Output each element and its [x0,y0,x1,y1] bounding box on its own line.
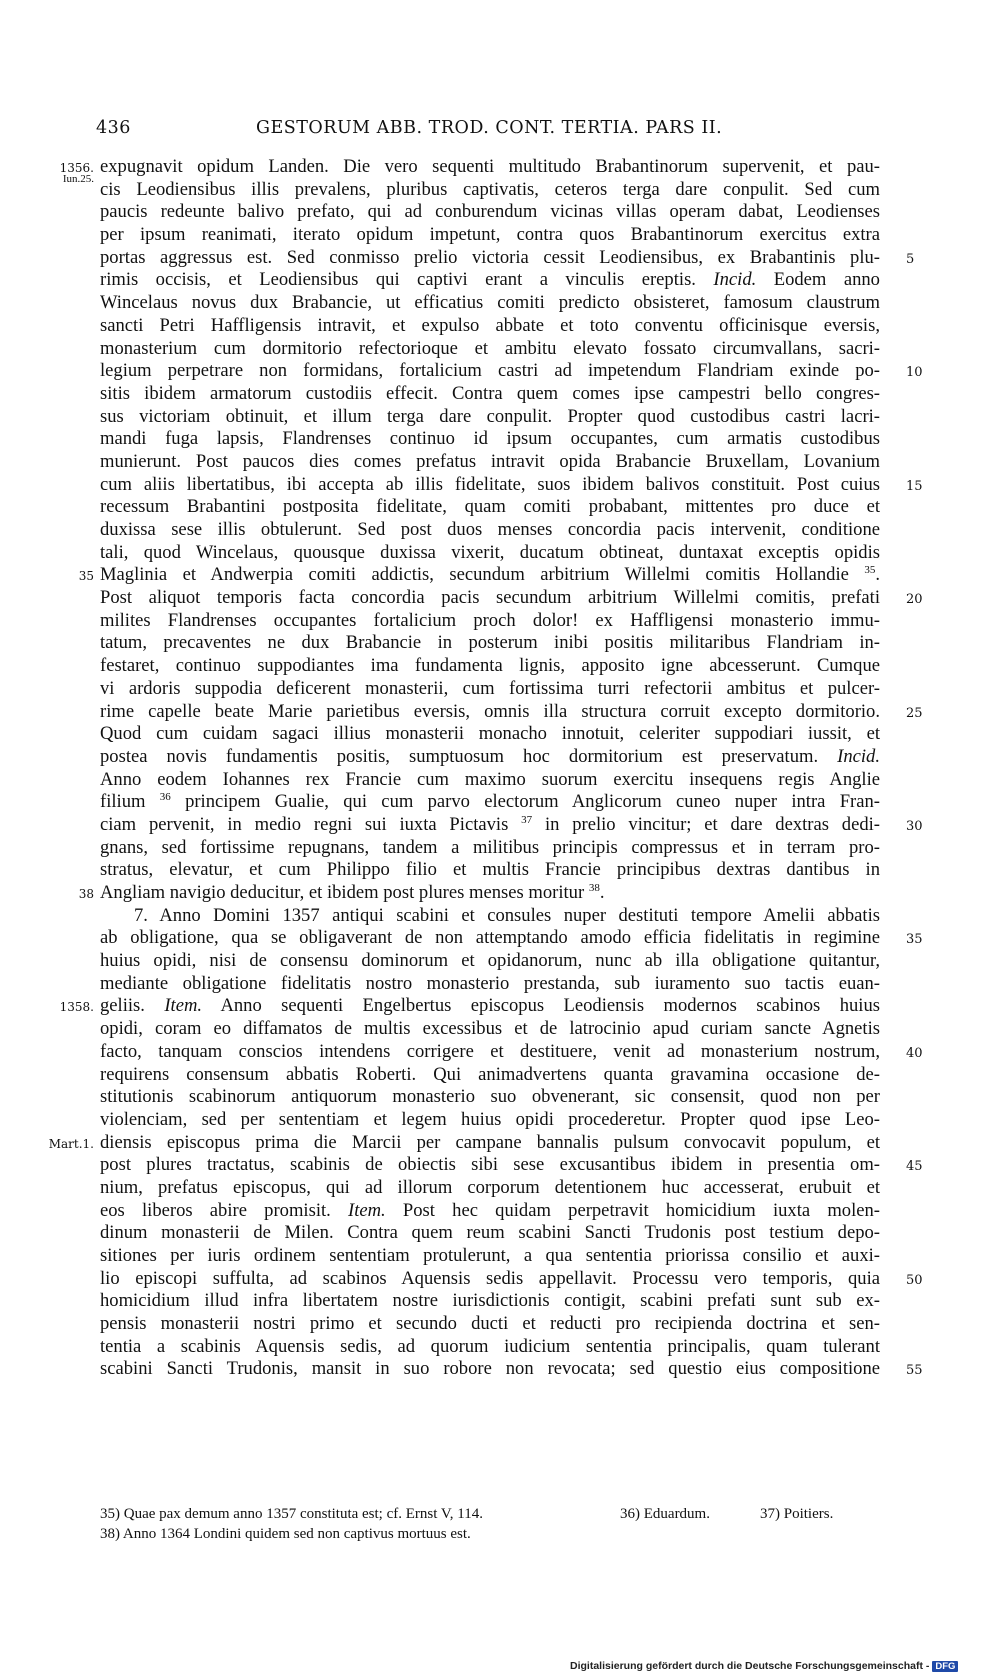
dfg-logo: DFG [932,1661,958,1672]
text-line [100,496,880,519]
text-line [48,1131,880,1155]
line-text: 7. Anno Domini 1357 antiqui scabini et consules nuper destituti tempore Amelii abbatis [134,904,880,926]
text-line [100,678,880,701]
text-line [100,905,880,928]
line-text: vi ardoris suppodia deficerent monasterii, cum fortissima turri refectorii ambitus et pulcer- [100,677,880,699]
text-line [100,473,923,497]
line-text-cont: . [599,882,605,903]
line-text: festaret, continuo suppodiantes ima fundamenta lignis, apposito igne abcesserunt. Cumque [100,655,880,677]
text-line [100,700,923,724]
text-line [100,1222,880,1245]
line-number: 45 [906,1159,923,1175]
page-header [96,118,736,144]
line-text: recessum Brabantini postposita fidelitate, quam comiti probabant, mittentes pro duce et [100,496,880,518]
line-text: munierunt. Post paucos dies comes prefatus intravit opida Brabancie Bruxellam, Lovanium [100,450,880,472]
line-text: Angliam navigio deducitur, et ibidem post plures menses moritur [100,882,585,903]
line-text: mediante obligatione fidelitatis nostro monasterio prestanda, sub iuramento suo tactis euan- [100,972,880,994]
left-margin-note: Mart.1. [48,1136,94,1151]
line-text: stratus, elevatur, et cum Philippo filio et multis Francie principibus dextras dantibus in [100,859,880,881]
line-text: tatum, precaventes ne dux Brabancie in posterum inibi positis militaribus Flandriam in- [100,632,880,654]
text-line [100,655,880,678]
line-text: Wincelaus novus dux Brabancie, ut efficatius comiti predicto obsisteret, famosum claustrum [100,292,880,314]
line-text: portas aggressus est. Sed conmisso prelio victoria cessit Leodiensibus, ex Brabantinis plu- [100,246,880,268]
line-text: homicidium illud infra libertatem nostre iurisdictionis contigit, scabini prefati sunt sub ex- [100,1290,880,1312]
line-number: 20 [906,592,923,608]
line-text: sitis ibidem armatorum custodiis effecit. Contra quem comes ipse campestri bello congres- [100,382,880,404]
text-line [100,769,880,792]
line-text: cum aliis libertatibus, ibi accepta ab illis fidelitate, suos ibidem balivos constituit. Post cuius [100,473,880,495]
line-italic: Item. [348,1199,386,1221]
text-line [100,1064,880,1087]
line-text-cont: in prelio vincitur; et dare dextras dedi- [532,813,880,835]
footnote-35: 35) Quae pax demum anno 1357 constituta est; cf. Ernst V, 114. [100,1506,483,1522]
line-text: cis Leodiensibus illis prevalens, pluribus captivatis, ceteros terga dare conpulit. Sed cum [100,178,880,200]
text-line [100,519,880,542]
text-line [100,973,880,996]
text-line [100,837,880,860]
line-text: duxissa sese illis obtulerunt. Sed post duos menses concordia pacis intervenit, conditione [100,519,880,540]
line-text: facto, tanquam conscios intendens corrigere et destituere, venit ad monasterium nostrum, [100,1040,880,1062]
line-number: 5 [906,251,915,267]
line-text-cont: Eodem anno [773,269,880,291]
left-margin-note: 35 [78,569,94,584]
line-text: pensis monasterii nostri primo et secundo ducti et reducti pro recipienda doctrina et sen- [100,1313,880,1335]
footnotes [100,1504,880,1544]
footnote-36: 36) Eduardum. [620,1506,710,1522]
line-text-cont: principem Gualie, qui cum parvo electorum Anglicorum cuneo nuper intra Fran- [170,791,880,813]
text-line [100,791,880,814]
text-line [100,1154,923,1177]
line-text: Maglinia et Andwerpia comiti addictis, secundum arbitrium Willelmi comitis Hollandie [100,564,849,586]
line-text: Quod cum cuidam sagaci illius monasterii monacho innotuit, celeriter suppodiari iussit, et [100,723,880,745]
line-text: per ipsum reanimati, iterato opidum impetunt, contra quos Brabantinorum exercitus extra [100,224,880,246]
line-text: lio episcopi suffulta, ad scabinos Aquensis sedis appellavit. Processu vero temporis, quia [100,1267,880,1289]
text-line [100,201,880,224]
line-number: 15 [906,478,923,494]
line-text: tentia a scabinis Aquensis sedis, ad quorum iudicium sententia principalis, quam tulerant [100,1335,880,1357]
line-number: 55 [906,1363,923,1379]
footnote-38: 38) Anno 1364 Londini quidem sed non captivus mortuus est. [100,1526,471,1542]
line-text: violenciam, sed per sententiam et legem huius opidi procederetur. Propter quod ipse Leo- [100,1108,880,1130]
footnote-ref: 38 [588,881,600,894]
line-text: tali, quod Wincelaus, quousque duxissa vixerit, ducatum obtineat, duntaxat exceptis opidis [100,541,880,563]
text-line [78,881,880,905]
line-text: stitutionis scabinorum antiquorum monasterio suo obvenerant, sic consensit, quod non per [100,1086,880,1108]
line-number: 35 [906,932,923,948]
text-line [100,360,923,383]
text-line [100,927,923,950]
line-number: 25 [906,705,923,721]
credit-text: Digitalisierung gefördert durch die Deutsche Forschungsgemeinschaft - [570,1660,930,1672]
text-line [100,1290,880,1313]
line-text: diensis episcopus prima die Marcii per campane bannalis pulsum convocavit populum, et [100,1131,880,1153]
line-text: legium perpetrare non formidans, fortalicium castri ad impetendum Flandriam exinde po- [100,360,880,382]
footnote-ref: 35 [864,564,876,577]
text-line [100,1040,923,1064]
footnote-ref: 36 [159,791,171,804]
line-italic: Incid. [837,745,880,767]
page-number: 436 [96,118,131,138]
text-line [100,723,880,746]
text-line [100,292,880,315]
line-text: scabini Sancti Trudonis, mansit in suo robore non revocata; sed questio eius compositione [100,1358,880,1380]
line-text: postea novis fundamentis positis, sumptuosum hoc dormitorium est preservatum. [100,745,819,767]
line-text: paucis redeunte balivo prefato, qui ad conburendum vicinas villas operam dabat, Leodienses [100,201,880,223]
text-line [100,406,880,429]
text-line [100,246,915,270]
line-number: 40 [906,1045,923,1061]
footnote-ref: 37 [521,813,533,826]
text-line [100,428,880,451]
line-text: eos liberos abire promisit. [100,1199,331,1221]
digitization-credit [570,1660,958,1672]
line-text: filium [100,791,146,813]
text-line [100,1018,880,1041]
line-number: 30 [906,818,923,834]
text-line [100,224,880,247]
line-text: nium, prefatus episcopus, qui ad illorum corporum detentionem huc accesserat, erubuit et [100,1176,880,1198]
text-line [100,315,880,338]
text-line [100,269,880,292]
line-text-cont: . [875,564,881,586]
line-text: ab obligatione, qua se obligaverant de non attemptando amodo efficia fidelitatis in regimine [100,927,880,949]
line-text: Post aliquot temporis facta concordia pacis secundum arbitrium Willelmi comitis, prefati [100,587,880,609]
line-text: sancti Petri Haffligensis intravit, et expulso abbate et toto conventu officinisque eversis, [100,314,880,336]
line-text: ciam pervenit, in medio regni sui iuxta Pictavis [100,813,509,835]
text-line [100,1313,880,1336]
line-number: 10 [906,365,923,381]
text-line [100,1109,880,1132]
line-text: sitiones per iuris ordinem sententiam protulerunt, a qua sententia priorissa consilio et auxi- [100,1245,880,1266]
text-line [100,179,880,202]
line-italic: Item. [164,995,203,1017]
line-text: expugnavit opidum Landen. Die vero sequenti multitudo Brabantinorum supervenit, et pau- [100,156,880,177]
line-text: huius opidi, nisi de consensu dominorum et opidanorum, nunc ab illa obligatione quitantur, [100,950,880,972]
line-text: dinum monasterii de Milen. Contra quem reum scabini Sancti Trudonis post testium depo- [100,1222,880,1244]
text-line [100,632,880,655]
text-line [59,995,880,1018]
line-text: gnans, sed fortissime repugnans, tandem a militibus principis compressus et in terram pro- [100,836,880,858]
text-line [100,746,880,769]
text-line [100,610,880,633]
line-text: rime capelle beate Marie parietibus eversis, omnis illa structura corruit excepto dormitorio. [100,700,880,722]
line-text: opidi, coram eo diffamatos de multis excessibus et de latrocinio apud curiam sancte Agnetis [100,1018,880,1040]
line-text: post plures tractatus, scabinis de obiectis sibi sese excusantibus ibidem in presentia om- [100,1154,880,1176]
left-margin-note: 38 [78,887,94,901]
text-line [78,564,881,587]
footnote-line [100,1524,880,1544]
line-text: monasterium cum dormitorio refectorioque et ambitu elevato fossato circumvallans, sacri- [100,337,880,359]
line-text: geliis. [100,995,145,1017]
text-line [100,1086,880,1109]
text-line [100,1200,880,1223]
main-text [48,156,923,1381]
text-line [100,542,880,565]
line-text: rimis occisis, et Leodiensibus qui captivi erant a vinculis ereptis. [100,269,696,291]
text-line [100,813,923,837]
footnote-37: 37) Poitiers. [760,1506,834,1522]
line-text: requirens consensum abbatis Roberti. Qui animadvertens quanta gravamina occasione de- [100,1063,880,1085]
text-line [100,451,880,474]
line-text: milites Flandrenses occupantes fortalicium proch dolor! ex Haffligensi monasterio immu- [100,609,880,631]
line-italic: Incid. [713,269,757,291]
text-line [100,859,880,882]
text-line [100,338,880,361]
left-margin-note: 1356. [59,161,94,175]
text-line [100,950,880,973]
footnote-line [100,1504,880,1524]
text-line [100,587,923,610]
text-line [100,1177,880,1200]
text-line [100,1358,923,1381]
text-line [100,383,880,406]
running-title: GESTORUM ABB. TROD. CONT. TERTIA. PARS II. [256,118,723,138]
line-text: mandi fuga lapsis, Flandrenses continuo id ipsum occupantes, cum armatis custodibus [100,428,880,450]
text-line [59,156,880,185]
line-text-cont: Anno sequenti Engelbertus episcopus Leodiensis modernos scabinos huius [220,995,880,1017]
line-text-cont: Post hec quidam perpetravit homicidium iuxta molen- [402,1199,880,1221]
text-line [100,1245,880,1268]
left-margin-note: 1358. [59,1000,94,1015]
text-line [100,1267,923,1291]
text-line [100,1336,880,1359]
line-text: sus victoriam obtinuit, et illum terga dare conpulit. Propter quod custodibus castri lacri- [100,405,880,427]
line-text: Anno eodem Iohannes rex Francie cum maximo suorum exercitu insequens regis Anglie [100,768,880,790]
left-margin-date: Iun.25. [62,173,94,185]
line-number: 50 [906,1272,923,1288]
